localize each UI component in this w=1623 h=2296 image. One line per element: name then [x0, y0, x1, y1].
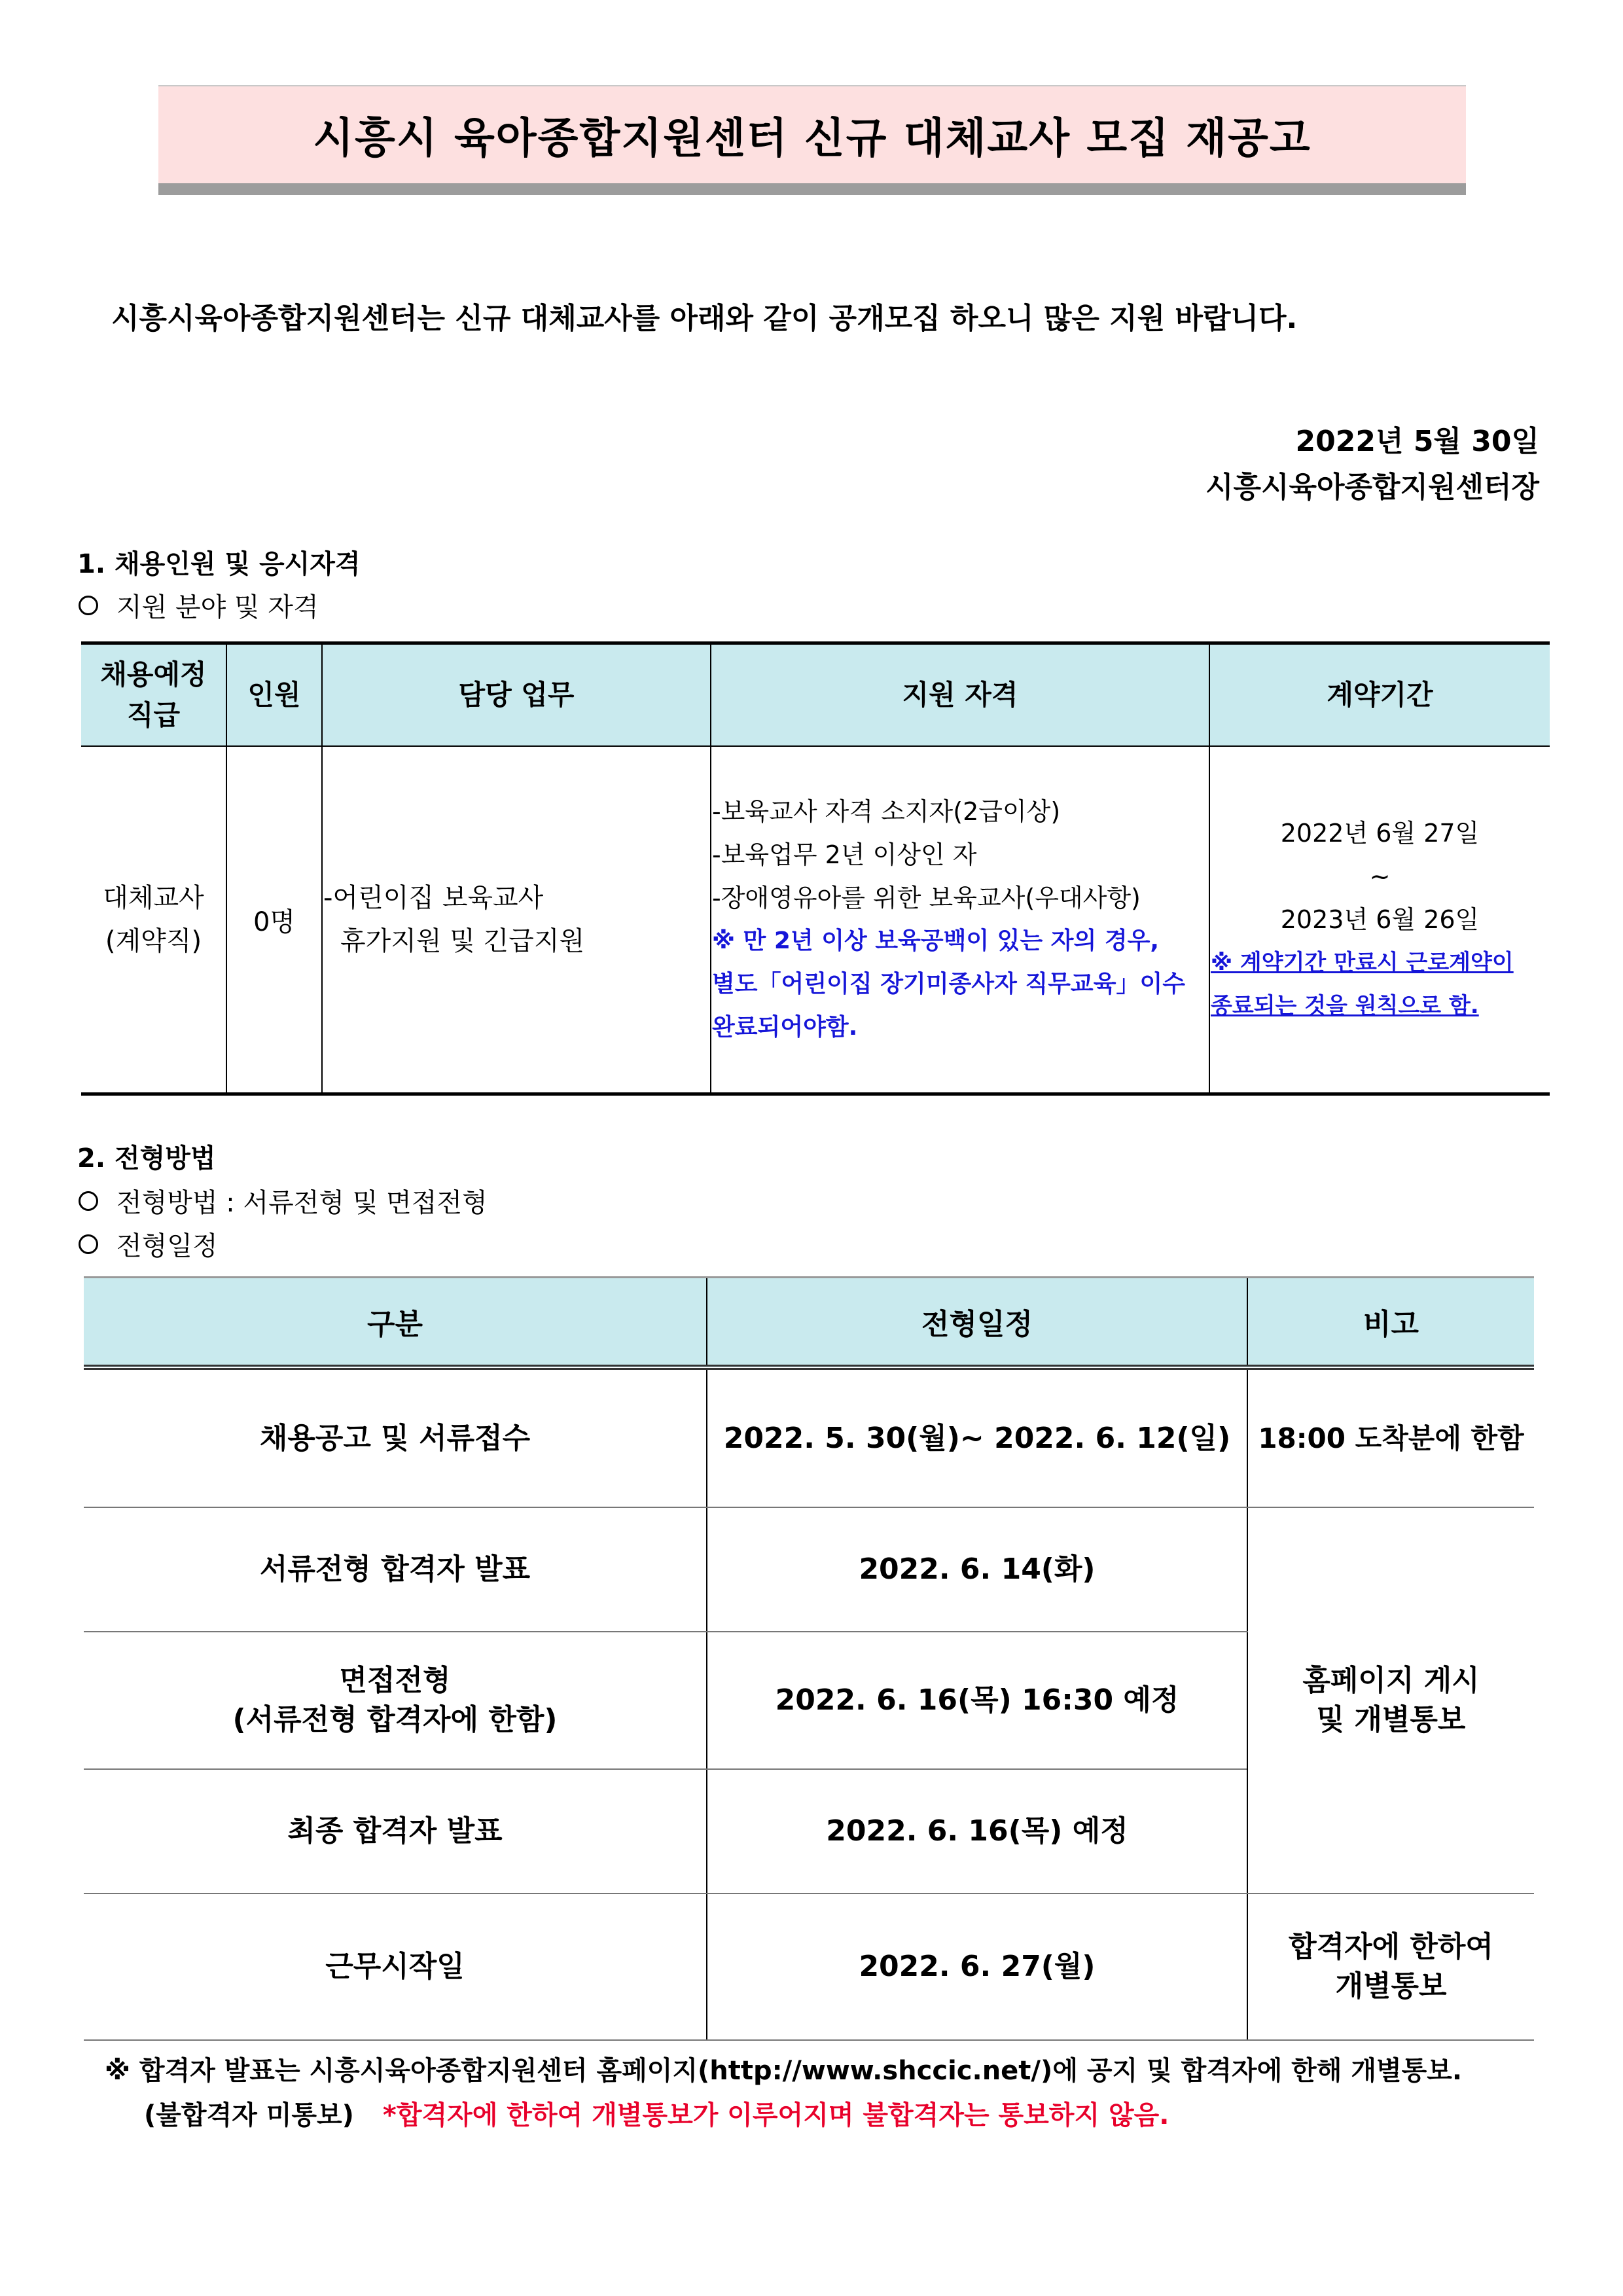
circle-bullet-icon: [79, 1234, 98, 1254]
footnote-line1: ※ 합격자 발표는 시흥시육아종합지원센터 홈페이지(http://www.shccic.net/)에 공지 및 합격자에 한해 개별통보.: [105, 2056, 1463, 2086]
merged-note-cell: 홈페이지 게시 및 개별통보: [1247, 1507, 1534, 1893]
page-title: 시흥시 육아종합지원센터 신규 대체교사 모집 재공고: [158, 85, 1466, 183]
header-qualification: 지원 자격: [711, 643, 1209, 747]
recruitment-table: [81, 641, 1550, 1096]
cell-count: 0명: [226, 746, 322, 1094]
header-schedule: 전형일정: [707, 1278, 1247, 1368]
cell-position: 대체교사 (계약직): [81, 746, 226, 1094]
cell-qualification: -보육교사 자격 소지자(2급이상) -보육업무 2년 이상인 자 -장애영유아를 위한 보육교사(우대사항) ※ 만 2년 이상 보육공백이 있는 자의 경우, 별도「어린이집 장기미종사자 직무교육」이수 완료되어야함.: [711, 746, 1209, 1094]
table-row: 근무시작일 2022. 6. 27(월) 합격자에 한하여 개별통보: [84, 1893, 1534, 2040]
header-category: 구분: [84, 1278, 707, 1368]
date-block: [1205, 419, 1539, 511]
table-row: [81, 746, 1550, 1094]
header-duty: 담당 업무: [322, 643, 711, 747]
circle-bullet-icon: [79, 1191, 98, 1211]
title-underline: [158, 183, 1466, 195]
header-period: 계약기간: [1209, 643, 1550, 747]
notice-issuer: 시흥시육아종합지원센터장: [1205, 471, 1539, 504]
intro-text: 시흥시육아종합지원센터는 신규 대체교사를 아래와 같이 공개모집 하오니 많은 지원 바랍니다.: [111, 302, 1298, 335]
header-position: 채용예정 직급: [81, 643, 226, 747]
table-row: 서류전형 합격자 발표 2022. 6. 14(화) 홈페이지 게시 및 개별통보: [84, 1507, 1534, 1632]
cell-period: 2022년 6월 27일 ~ 2023년 6월 26일 ※ 계약기간 만료시 근로계약이 종료되는 것을 원칙으로 함.: [1209, 746, 1550, 1094]
circle-bullet-icon: [79, 596, 98, 615]
notice-date: 2022년 5월 30일: [1295, 425, 1539, 458]
header-count: 인원: [226, 643, 322, 747]
section2-bullet2: 전형일정: [79, 1225, 218, 1263]
footnote: [105, 2049, 1462, 2138]
section2-bullet1: 전형방법 : 서류전형 및 면접전형: [79, 1182, 488, 1219]
footnote-line2: (불합격자 미통보) *합격자에 한하여 개별통보가 이루어지며 불합격자는 통보하지 않음.: [144, 2100, 1169, 2130]
section2-heading: 2. 전형방법: [77, 1143, 216, 1174]
header-note: 비고: [1247, 1278, 1534, 1368]
cell-duty: -어린이집 보육교사 휴가지원 및 긴급지원: [322, 746, 711, 1094]
table-row: 면접전형 (서류전형 합격자에 한함) 2022. 6. 16(목) 16:30 예정: [84, 1632, 1534, 1769]
section1-heading: 1. 채용인원 및 응시자격: [77, 549, 361, 579]
schedule-table: [84, 1276, 1534, 2041]
section1-bullet: [79, 586, 319, 624]
table-row: 채용공고 및 서류접수 2022. 5. 30(월)~ 2022. 6. 12(일) 18:00 도착분에 한함: [84, 1367, 1534, 1507]
section1-bullet-text: 지원 분야 및 자격: [116, 592, 319, 622]
table-row: 최종 합격자 발표 2022. 6. 16(목) 예정: [84, 1769, 1534, 1893]
